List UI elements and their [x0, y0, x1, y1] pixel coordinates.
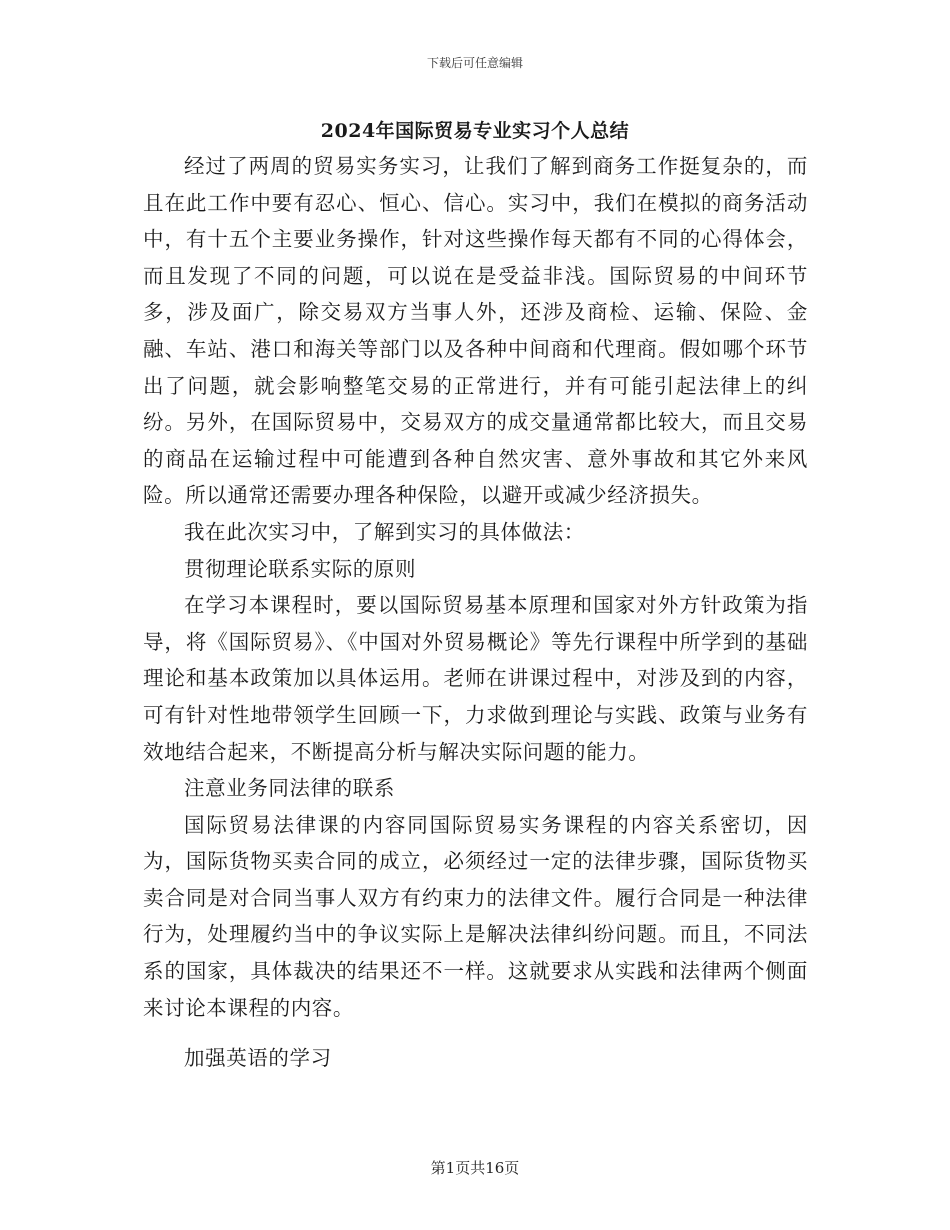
document-body [143, 148, 808, 1077]
section-heading-english: 加强英语的学习 [184, 1046, 332, 1071]
page-footer: 第1页共16页 [430, 1159, 520, 1177]
paragraph-intro: 经过了两周的贸易实务实习，让我们了解到商务工作挺复杂的，而且在此工作中要有忍心、恒心、信心。实习中，我们在模拟的商务活动中，有十五个主要业务操作，针对这些操作每天都有不同的心得体会，而且发现了不同的问题，可以说在是受益非浅。国际贸易的中间环节多，涉及面广，除交易双方当事人外，还涉及商检、运输、保险、金融、车站、港口和海关等部门以及各种中间商和代理商。假如哪个环节出了问题，就会影响整笔交易的正常进行，并有可能引起法律上的纠纷。另外，在国际贸易中，交易双方的成交量通常都比较大，而且交易的商品在运输过程中可能遭到各种自然灾害、意外事故和其它外来风险。所以通常还需要办理各种保险，以避开或减少经济损失。 [143, 154, 808, 508]
section-heading-theory-practice: 贯彻理论联系实际的原则 [184, 556, 417, 581]
paragraph-theory-practice: 在学习本课程时，要以国际贸易基本原理和国家对外方针政策为指导，将《国际贸易》、《中国对外贸易概论》等先行课程中所学到的基础理论和基本政策加以具体运用。老师在讲课过程中，对涉及到的内容，可有针对性地带领学生回顾一下，力求做到理论与实践、政策与业务有效地结合起来，不断提高分析与解决实际问题的能力。 [143, 593, 808, 764]
document-title: 2024年国际贸易专业实习个人总结 [320, 120, 630, 142]
paragraph-spacer [143, 1026, 808, 1040]
paragraph-business-law: 国际贸易法律课的内容同国际贸易实务课程的内容关系密切，因为，国际货物买卖合同的成立，必须经过一定的法律步骤，国际货物买卖合同是对合同当事人双方有约束力的法律文件。履行合同是一种法律行为，处理履约当中的争议实际上是解决法律纠纷问题。而且，不同法系的国家，具体裁决的结果还不一样。这就要求从实践和法律两个侧面来讨论本课程的内容。 [143, 812, 808, 1020]
section-heading-business-law: 注意业务同法律的联系 [184, 776, 395, 801]
header-note: 下载后可任意编辑 [426, 56, 523, 70]
paragraph-methods-lead: 我在此次实习中，了解到实习的具体做法： [184, 519, 585, 544]
